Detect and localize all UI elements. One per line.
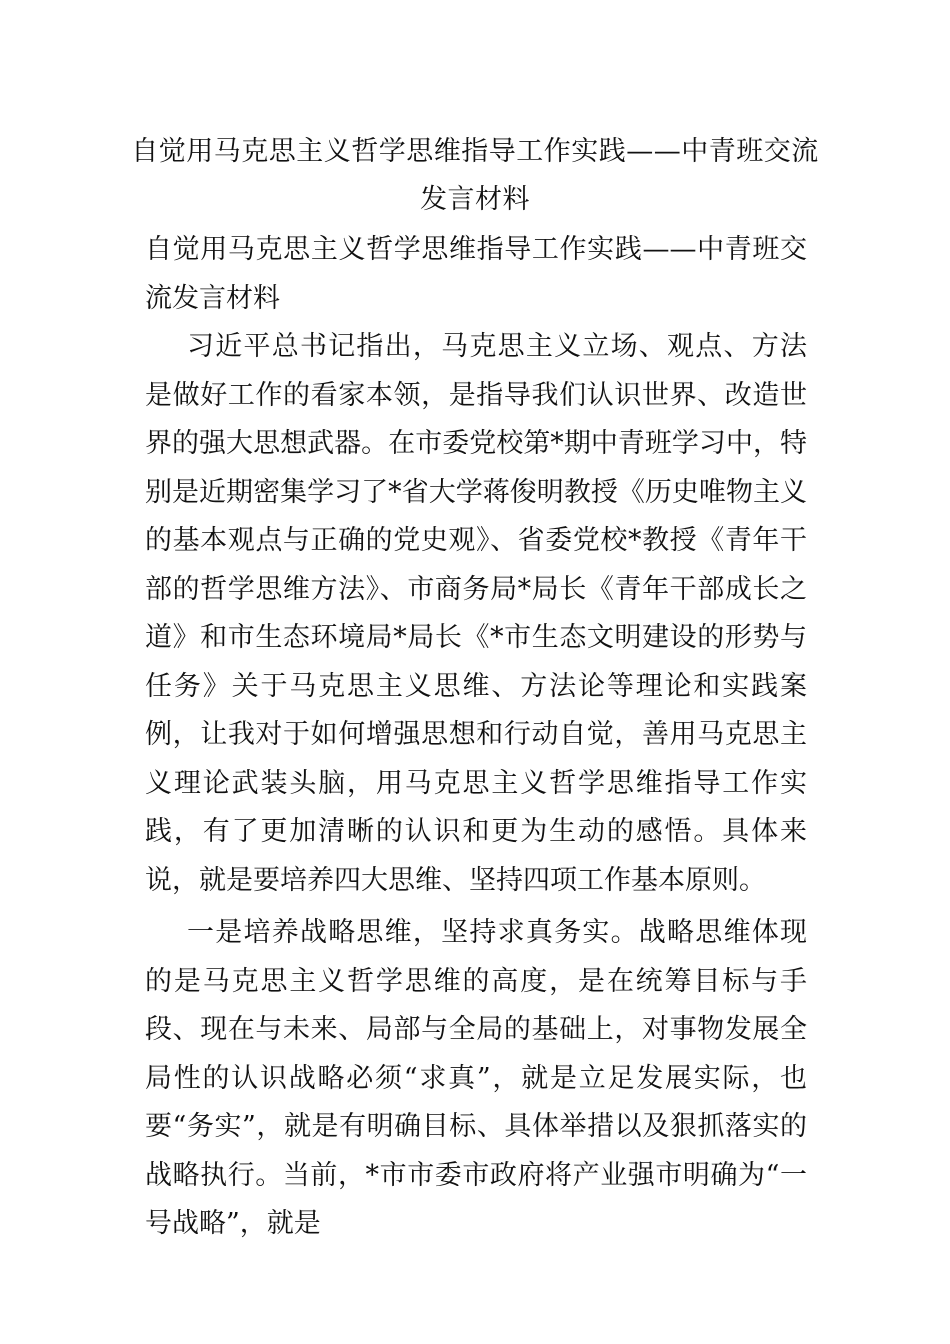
body-paragraph-strategy: 一是培养战略思维，坚持求真务实。战略思维体现的是马克思主义哲学思维的高度，是在统筹目标与手段、现在与未来、局部与全局的基础上，对事物发展全局性的认识战略必须“求真”，就是立足发展实际，也要“务实”，就是有明确目标、具体举措以及狠抓落实的战略执行。当前，*市市委市政府将产业强市明确为“一号战略”，就是 <box>145 917 807 1239</box>
repeated-title-line: 自觉用马克思主义哲学思维指导工作实践——中青班交流发言材料 <box>145 234 807 314</box>
body-paragraph-intro: 习近平总书记指出，马克思主义立场、观点、方法是做好工作的看家本领，是指导我们认识世界、改造世界的强大思想武器。在市委党校第*期中青班学习中，特别是近期密集学习了*省大学蒋俊明教授《历史唯物主义的基本观点与正确的党史观》、省委党校*教授《青年干部的哲学思维方法》、市商务局*局长《青年干部成长之道》和市生态环境局*局长《*市生态文明建设的形势与任务》关于马克思主义思维、方法论等理论和实践案例，让我对于如何增强思想和行动自觉，善用马克思主义理论武装头脑，用马克思主义哲学思维指导工作实践，有了更加清晰的认识和更为生动的感悟。具体来说，就是要培养四大思维、坚持四项工作基本原则。 <box>145 331 807 896</box>
document-body <box>145 226 807 1249</box>
document-title: 自觉用马克思主义哲学思维指导工作实践——中青班交流发言材料 <box>131 136 819 215</box>
